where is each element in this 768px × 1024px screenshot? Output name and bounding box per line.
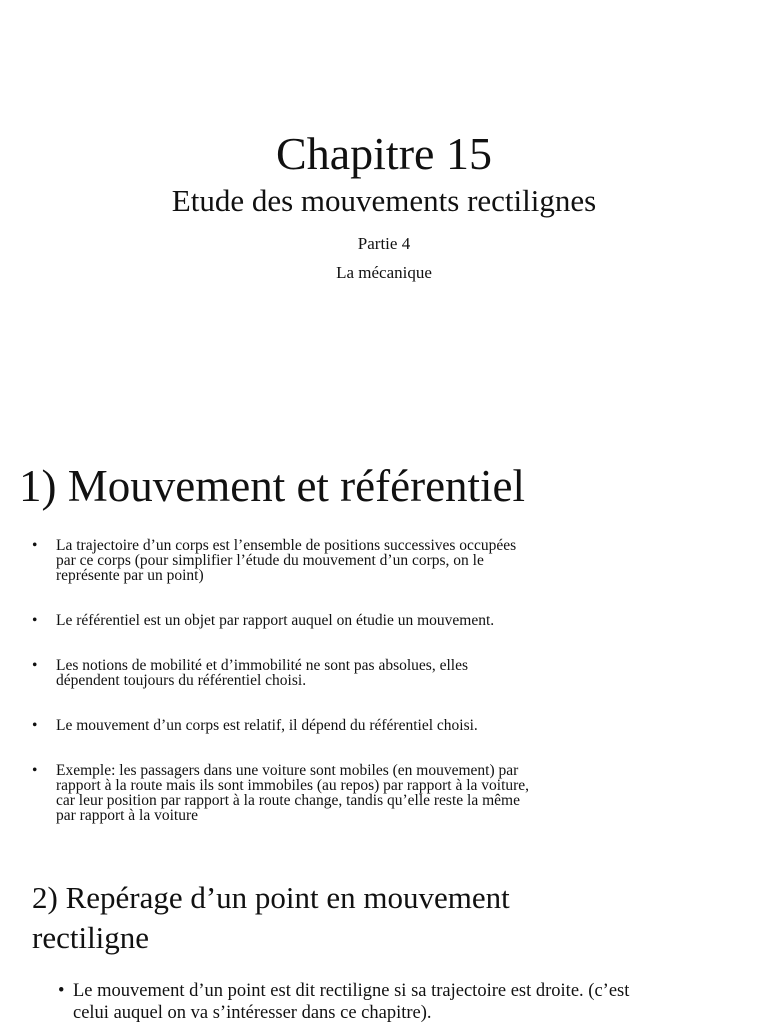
bullet-line: représente par un point) <box>56 567 204 584</box>
chapter-title: Chapitre 15 <box>276 128 492 179</box>
part-name: La mécanique <box>336 263 432 282</box>
bullet-line: La trajectoire d’un corps est l’ensemble de positions successives occupées <box>56 537 517 554</box>
part-label: Partie 4 <box>357 234 411 253</box>
bullet-line: rapport à la route mais ils sont immobiles (au repos) par rapport à la voiture, <box>56 777 530 794</box>
bullet-marker: • <box>32 657 38 674</box>
bullet-line: par rapport à la voiture <box>56 807 199 824</box>
bullet-item-relatif <box>32 718 602 733</box>
bullet-line: Les notions de mobilité et d’immobilité ne sont pas absolues, elles <box>56 657 468 674</box>
bullet-line: celui auquel on va s’intéresser dans ce chapitre). <box>73 1003 432 1023</box>
bullet-item-trajectoire <box>32 538 602 583</box>
section-1-bullet-list <box>32 538 602 823</box>
bullet-item-exemple <box>32 763 602 823</box>
bullet-item-referentiel <box>32 613 602 628</box>
bullet-line: dépendent toujours du référentiel choisi. <box>56 672 307 689</box>
bullet-marker: • <box>32 537 38 554</box>
bullet-item-rectiligne <box>58 980 738 1024</box>
chapter-subtitle: Etude des mouvements rectilignes <box>171 183 597 218</box>
title-block <box>0 126 768 284</box>
bullet-marker: • <box>58 981 65 1001</box>
bullet-line: Exemple: les passagers dans une voiture sont mobiles (en mouvement) par <box>56 762 519 779</box>
bullet-line: Le mouvement d’un corps est relatif, il dépend du référentiel choisi. <box>56 717 478 734</box>
section-1-heading: 1) Mouvement et référentiel <box>19 461 526 511</box>
bullet-line: car leur position par rapport à la route change, tandis qu’elle reste la même <box>56 792 520 809</box>
section-2-bullet-list <box>58 980 738 1024</box>
bullet-line: par ce corps (pour simplifier l’étude du mouvement d’un corps, on le <box>56 552 484 569</box>
bullet-line: Le référentiel est un objet par rapport auquel on étudie un mouvement. <box>56 612 495 629</box>
bullet-marker: • <box>32 762 38 779</box>
bullet-line: Le mouvement d’un point est dit rectiligne si sa trajectoire est droite. (c’est <box>73 981 630 1001</box>
bullet-item-mobilite <box>32 658 602 688</box>
section-2-heading-line: 2) Repérage d’un point en mouvement <box>32 880 510 915</box>
bullet-marker: • <box>32 717 38 734</box>
bullet-marker: • <box>32 612 38 629</box>
section-2-heading <box>32 878 672 958</box>
section-2-heading-line: rectiligne <box>32 920 150 955</box>
